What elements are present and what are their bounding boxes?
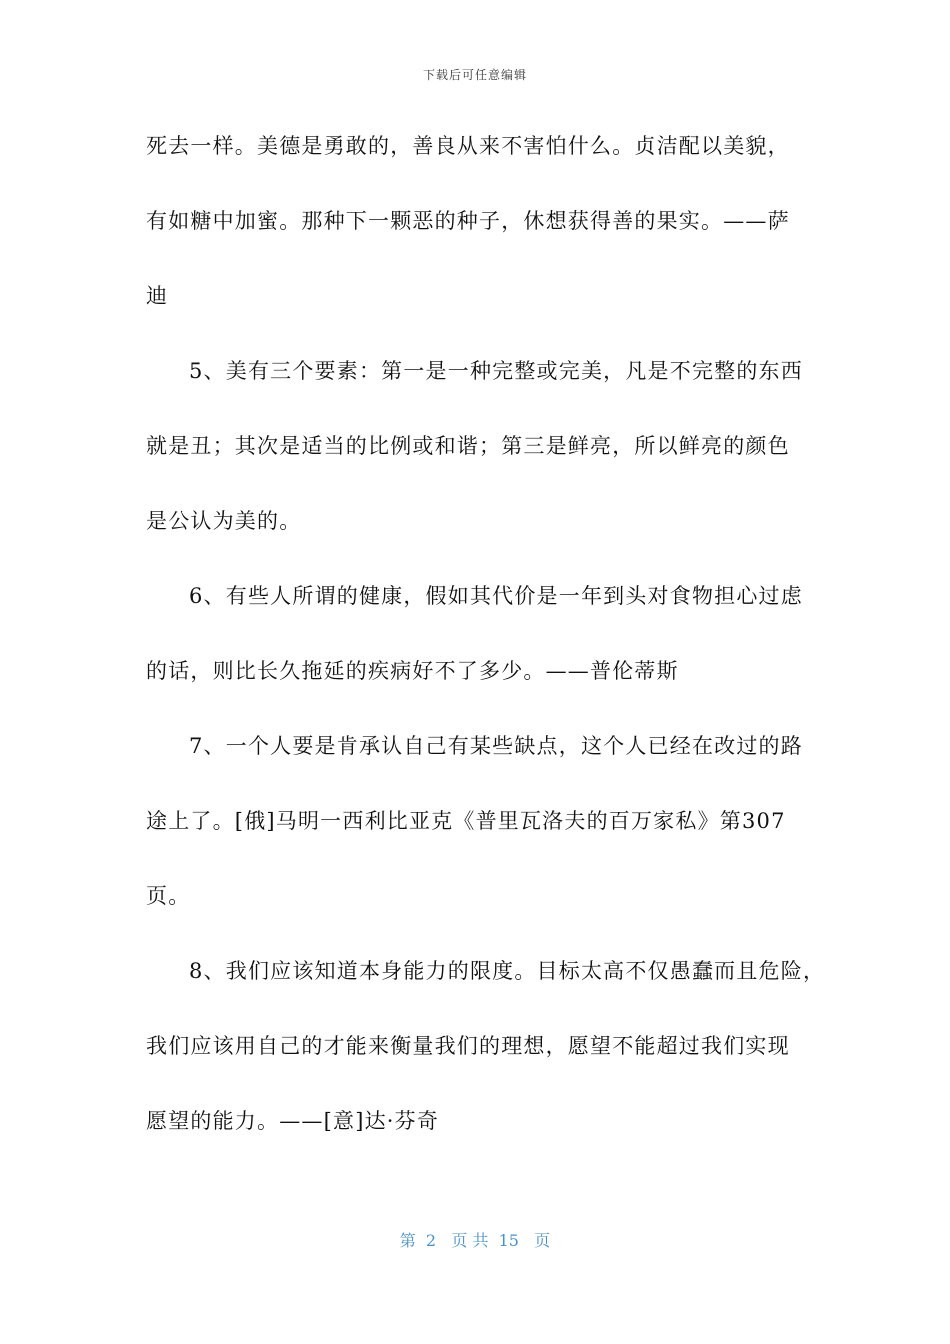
text-line: 死去一样。美德是勇敢的，善良从来不害怕什么。贞洁配以美貌， [146, 134, 790, 158]
quote-7-line: 7、一个人要是肯承认自己有某些缺点，这个人已经在改过的路 [189, 734, 803, 758]
text-line: 迪 [146, 284, 169, 308]
quote-8-line: 8、我们应该知道本身能力的限度。目标太高不仅愚蠢而且危险， [189, 959, 826, 983]
page-footer: 第 2 页 共 15 页 [399, 1231, 551, 1250]
text-line: 途上了。[俄]马明一西利比亚克《普里瓦洛夫的百万家私》第307 [146, 809, 786, 833]
text-line: 页。 [146, 884, 191, 908]
text-line: 我们应该用自己的才能来衡量我们的理想，愿望不能超过我们实现 [146, 1034, 790, 1058]
text-line: 就是丑；其次是适当的比例或和谐；第三是鲜亮，所以鲜亮的颜色 [146, 434, 790, 458]
quote-5-line: 5、美有三个要素：第一是一种完整或完美，凡是不完整的东西 [189, 359, 803, 383]
document-body [146, 128, 826, 1178]
text-line: 的话，则比长久拖延的疾病好不了多少。——普伦蒂斯 [146, 659, 679, 683]
quote-6-line: 6、有些人所谓的健康，假如其代价是一年到头对食物担心过虑 [189, 584, 803, 608]
page-header: 下载后可任意编辑 [422, 68, 527, 82]
text-line: 是公认为美的。 [146, 509, 302, 533]
text-line: 有如糖中加蜜。那种下一颗恶的种子，休想获得善的果实。——萨 [146, 209, 790, 233]
text-line: 愿望的能力。——[意]达·芬奇 [146, 1109, 440, 1133]
